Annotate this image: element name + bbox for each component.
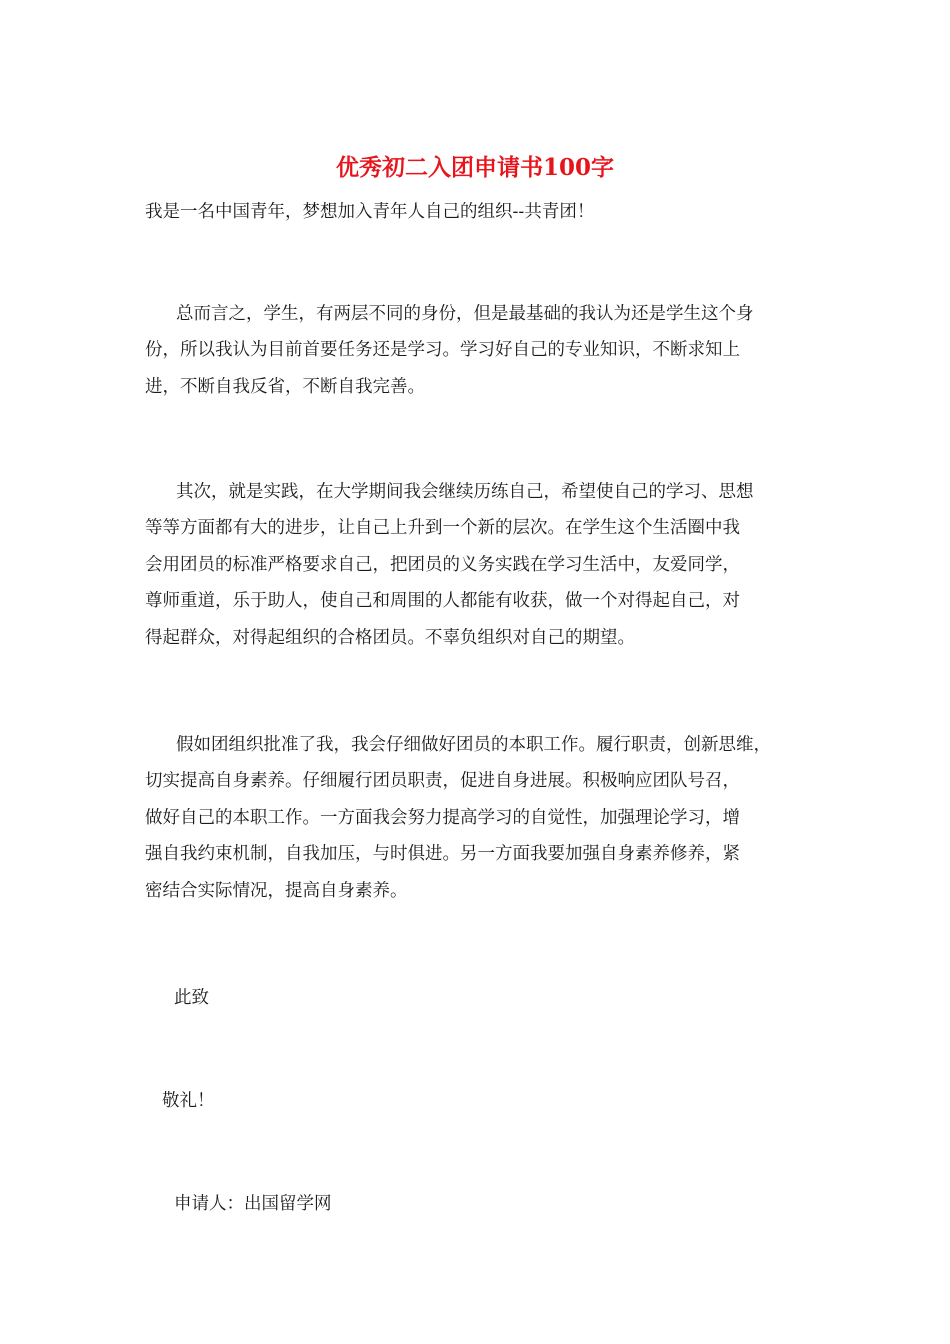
paragraph-line: 切实提高自身素养。仔细履行团员职责，促进自身进展。积极响应团队号召， [145, 771, 740, 792]
paragraph-line: 其次，就是实践，在大学期间我会继续历练自己，希望使自己的学习、思想 [176, 482, 754, 502]
paragraph-line: 份，所以我认为目前首要任务还是学习。学习好自己的专业知识，不断求知上 [145, 340, 740, 361]
signature-line: 申请人：出国留学网 [174, 1194, 332, 1214]
paragraph-line: 总而言之，学生，有两层不同的身份，但是最基础的我认为还是学生这个身 [176, 304, 754, 324]
paragraph-line: 得起群众，对得起组织的合格团员。不辜负组织对自己的期望。 [145, 627, 635, 648]
paragraph-3 [145, 732, 825, 914]
paragraph-line: 假如团组织批准了我，我会仔细做好团员的本职工作。履行职责，创新思维， [176, 735, 771, 755]
paragraph-2 [145, 479, 825, 661]
paragraph-line: 进，不断自我反省，不断自我完善。 [145, 376, 425, 397]
closing-line: 此致 [174, 988, 209, 1008]
salute-line: 敬礼！ [162, 1091, 215, 1111]
paragraph-line: 强自我约束机制，自我加压，与时俱进。另一方面我要加强自身素养修养，紧 [145, 844, 740, 865]
intro-line: 我是一名中国青年，梦想加入青年人自己的组织--共青团！ [145, 202, 595, 222]
paragraph-line: 做好自己的本职工作。一方面我会努力提高学习的自觉性，加强理论学习，增 [145, 807, 740, 828]
paragraph-1 [145, 301, 825, 410]
paragraph-line: 尊师重道，乐于助人，使自己和周围的人都能有收获，做一个对得起自己，对 [145, 591, 740, 612]
paragraph-line: 密结合实际情况，提高自身素养。 [145, 880, 408, 901]
paragraph-line: 会用团员的标准严格要求自己，把团员的义务实践在学习生活中，友爱同学， [145, 554, 740, 575]
paragraph-line: 等等方面都有大的进步，让自己上升到一个新的层次。在学生这个生活圈中我 [145, 518, 740, 539]
document-title: 优秀初二入团申请书100字 [335, 154, 614, 181]
